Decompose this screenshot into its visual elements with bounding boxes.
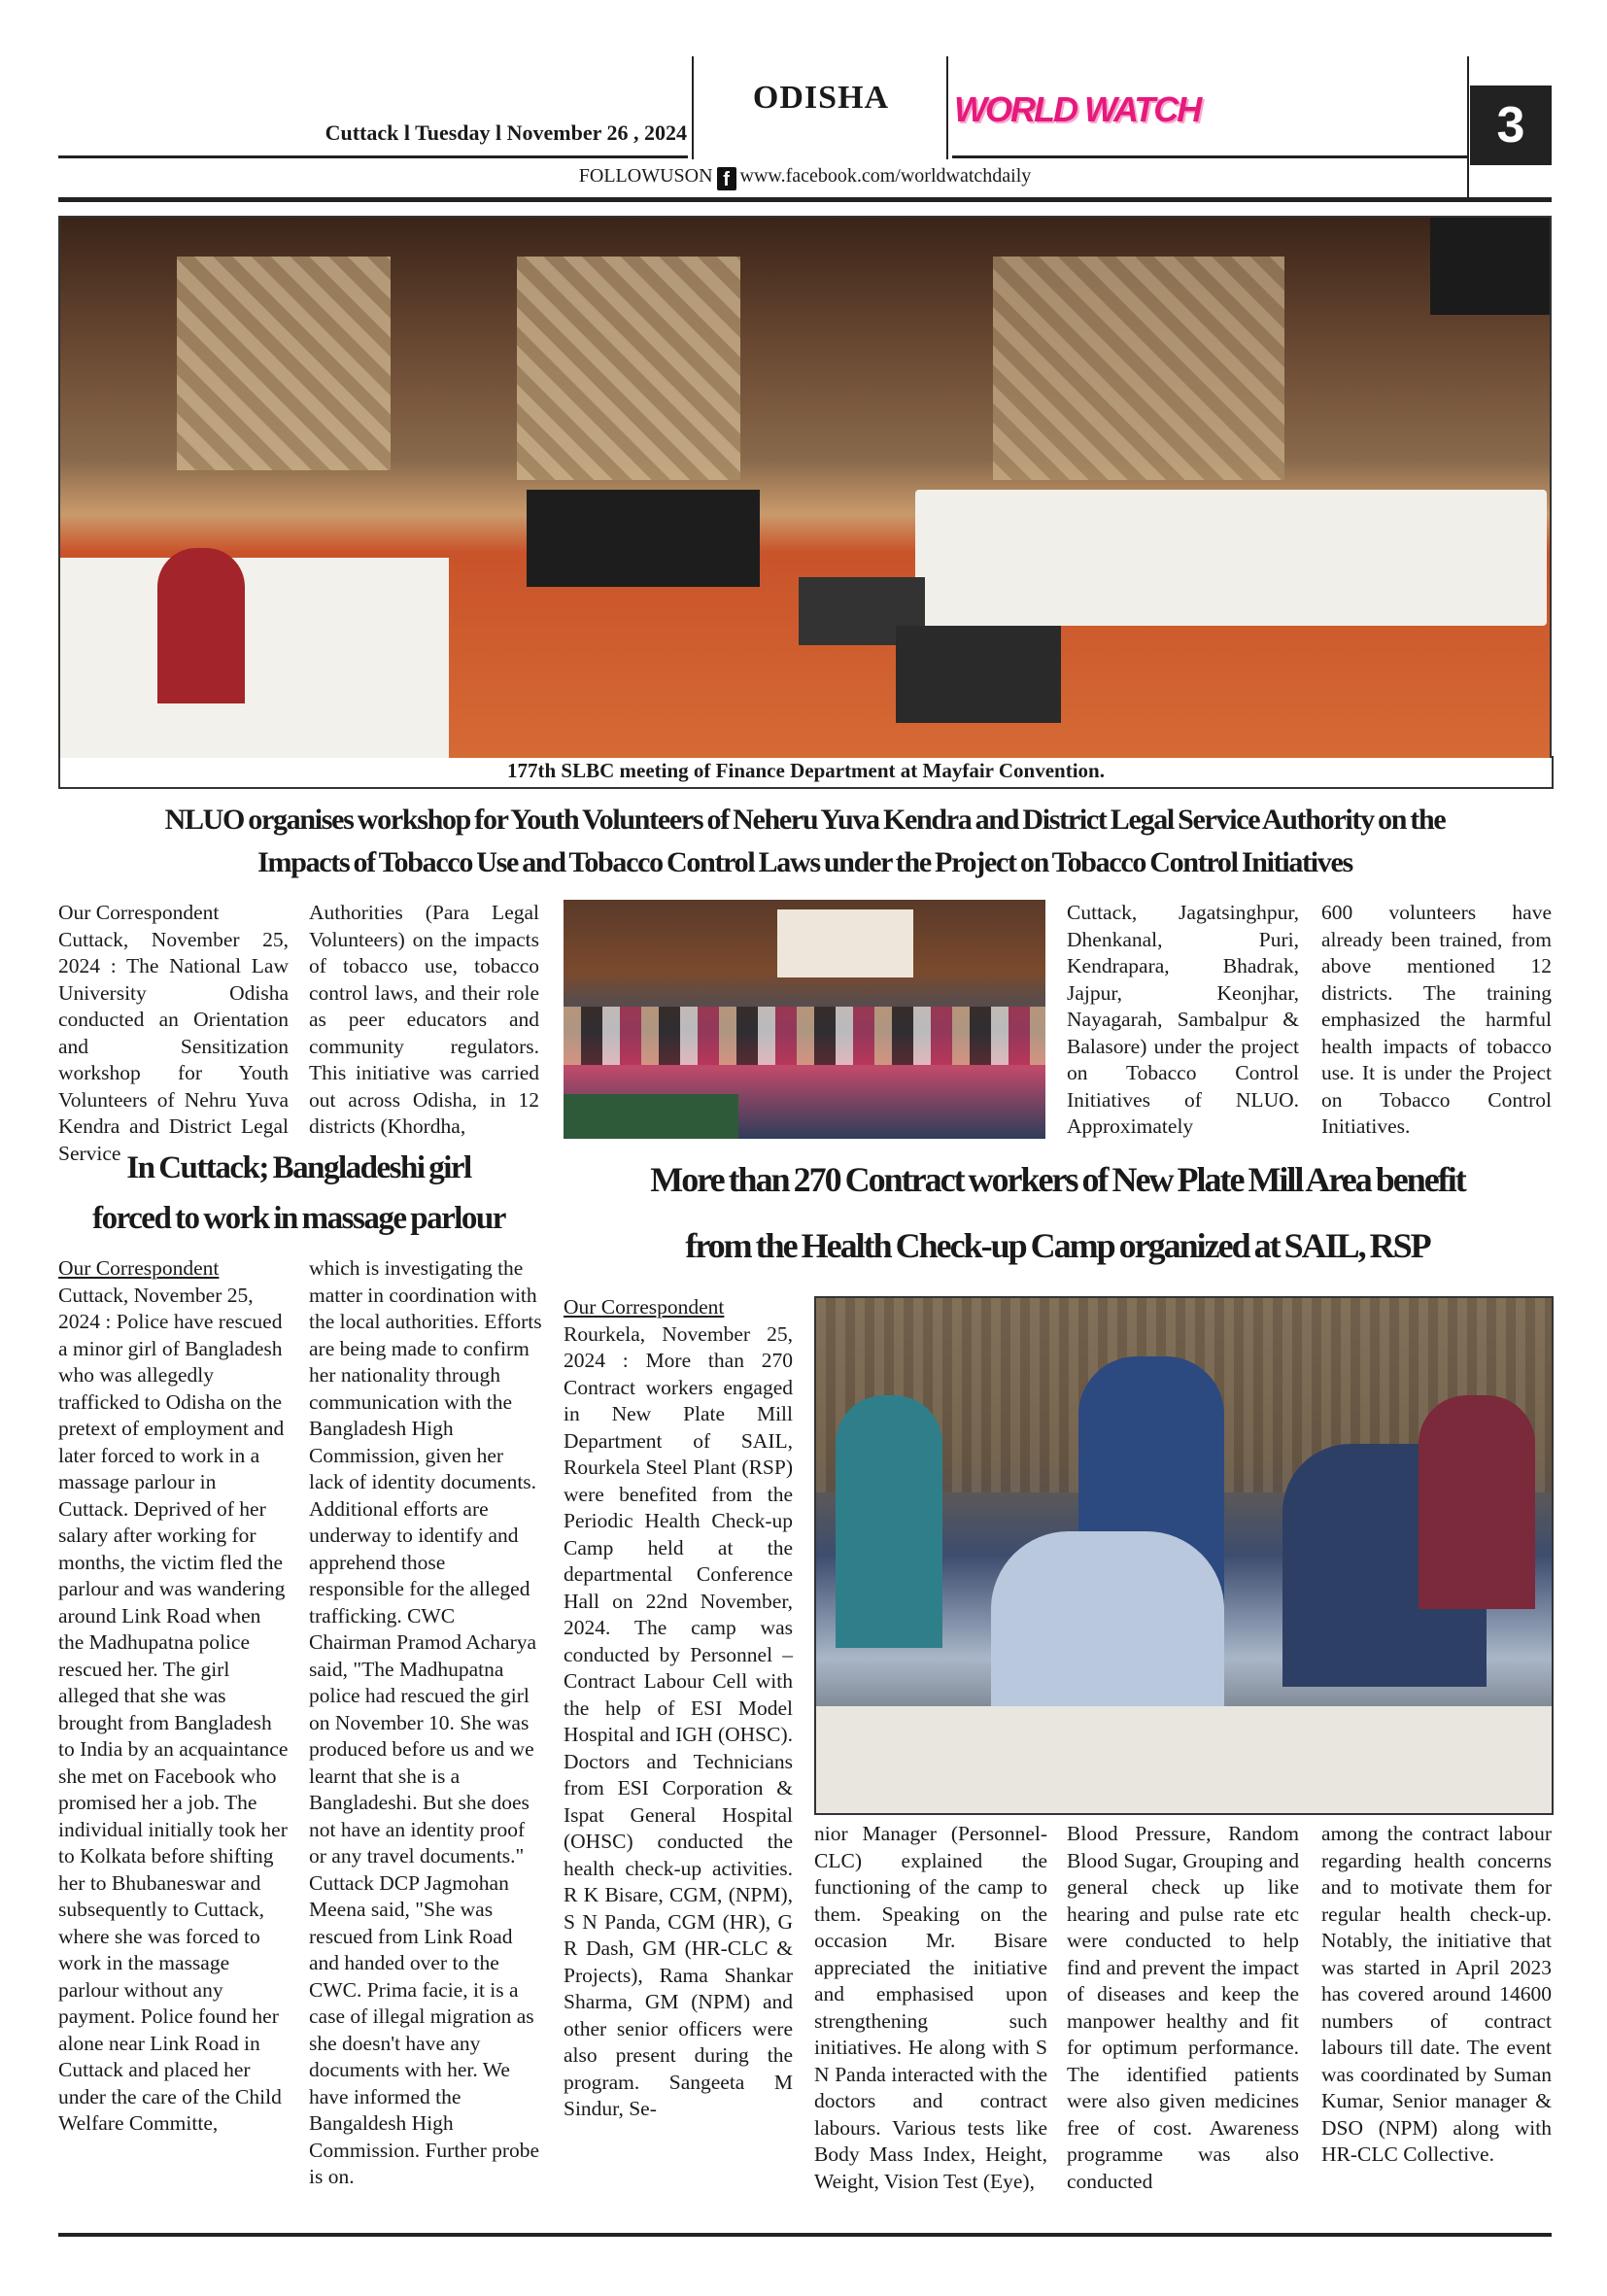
byline: Our Correspondent	[564, 1295, 725, 1319]
article-text: Rourkela, November 25, 2024 : More than 270 Contract workers engaged in New Plate Mill Department of SAIL, Rourkela Steel Plant (RSP) were benefited from the Periodic Health Check-up Camp held at the departmental Conference Hall on 22nd November, 2024. The camp was conducted by Personnel –Contract Labour Cell with the help of ESI Model Hospital and IGH (OHSC). Doctors and Technicians from ESI Corporation & Ispat General Hospital (OHSC) conducted the health check-up activities. R K Bisare, CGM, (NPM), S N Panda, CGM (HR), G R Dash, GM (HR-CLC & Projects), Rama Shankar Sharma, GM (NPM) and other senior officers were also present during the program. Sangeeta M Sindur, Se-	[564, 1321, 793, 2120]
headline-line: from the Health Check-up Camp organized at SAIL, RSP	[685, 1226, 1430, 1265]
world-watch-logo: WORLD WATCH	[954, 89, 1201, 129]
attendee	[1419, 1395, 1535, 1609]
divider	[952, 155, 1467, 158]
article-text: Cuttack, November 25, 2024 : Police have rescued a minor girl of Bangladesh who was allegedly trafficked to Odisha on the pretext of employment and later forced to work in a massage parlour in Cuttack. Deprived of her salary after working for months, the victim fled the parlour and was wandering around Link Road when the Madhupatna police rescued her. The girl alleged that she was brought from Bangladesh to India by an acquaintance she met on Facebook who promised her a job. The individual initially took her to Kolkata before shifting her to Bhubaneswar and subsequently to Cuttack, where she was forced to work in the massage parlour without any payment. Police found her alone near Link Road in Cuttack and placed her under the care of the Child Welfare Committe,	[58, 1283, 289, 2135]
headline-line: NLUO organises workshop for Youth Volunteers of Neheru Yuva Kendra and District Legal Service Authority on the	[164, 804, 1446, 836]
conference-table	[915, 490, 1547, 626]
dateline: Cuttack l Tuesday l November 26 , 2024	[325, 120, 687, 145]
wall-panel	[517, 257, 740, 480]
attendee	[157, 548, 245, 703]
wall-panel	[177, 257, 391, 470]
bangladesh-col-1	[58, 1255, 289, 2138]
slbc-meeting-photo	[58, 216, 1552, 758]
byline: Our Correspondent	[58, 901, 220, 924]
sail-col-1	[564, 1294, 793, 2123]
tobacco-col-3: Cuttack, Jagatsinghpur, Dhenkanal, Puri, Kendrapara, Bhadrak, Jajpur, Keonjhar, Nayagarah, Sambalpur & Balasore) under the project on Tobacco Control Initiatives of NLUO. Approximately	[1067, 901, 1299, 1138]
article-text: Cuttack, November 25, 2024 : The National Law University Odisha conducted an Orientation and Sensitization workshop for Youth Volunteers of Nehru Yuva Kendra and District Legal Service	[58, 927, 289, 1165]
bangladesh-col-2: which is investigating the matter in coordination with the local authorities. Efforts are being made to confirm her nationality through communication with the Bangladesh High Commission, given her lack of identity documents. Additional efforts are underway to identify and apprehend those responsible for the alleged trafficking. CWC Chairman Pramod Acharya said, "The Madhupatna police had rescued the girl on November 10. She was produced before us and we learnt that she is a Bangladeshi. But she does not have an identity proof or any travel documents." Cuttack DCP Jagmohan Meena said, "She was rescued from Link Road and handed over to the CWC. Prima facie, it is a case of illegal migration as she doesn't have any documents with her. We have informed the Bangaldesh High Commission. Further probe is on.	[309, 1256, 542, 2188]
headline-line: Impacts of Tobacco Use and Tobacco Control Laws under the Project on Tobacco Control Initiatives	[257, 846, 1352, 878]
sail-col-2: nior Manager (Personnel-CLC) explained the functioning of the camp to them. Speaking on the occasion Mr. Bisare appreciated the initiative and emphasised upon strengthening such initiatives. He along with S N Panda interacted with the doctors and contract labours. Various tests like Body Mass Index, Height, Weight, Vision Test (Eye),	[814, 1822, 1047, 2193]
byline: Our Correspondent	[58, 1256, 220, 1280]
sail-col-3: Blood Pressure, Random Blood Sugar, Grouping and general check up like hearing and pulse rate etc were conducted to help find and prevent the impact of diseases and keep the manpower healthy and fit for optimum performance. The identified patients were also given medicines free of cost. Awareness programme was also conducted	[1067, 1822, 1299, 2193]
table	[816, 1706, 1552, 1813]
divider	[946, 56, 948, 159]
av-desk	[527, 490, 760, 587]
bangladesh-headline	[58, 1143, 539, 1244]
headline-line: In Cuttack; Bangladeshi girl	[126, 1150, 471, 1185]
photo-caption: 177th SLBC meeting of Finance Department at Mayfair Convention.	[58, 756, 1554, 789]
wall-panel	[993, 257, 1284, 480]
section-title: ODISHA	[752, 80, 890, 116]
banner	[777, 909, 913, 977]
attendee	[836, 1395, 942, 1648]
tobacco-col-2: Authorities (Para Legal Volunteers) on the impacts of tobacco use, tobacco control laws, and their role as peer educators and community regulators. This initiative was carried out across Odisha, in 12 districts (Khordha,	[309, 901, 539, 1138]
screen	[1430, 218, 1550, 315]
attendee	[564, 1094, 738, 1139]
facebook-link[interactable]: www.facebook.com/worldwatchdaily	[739, 165, 1032, 187]
follow-label: FOLLOWUSON	[578, 165, 713, 187]
tobacco-col-1	[58, 900, 289, 1167]
sail-col-4: among the contract labour regarding health concerns and to motivate them for regular health check-up. Notably, the initiative that was started in April 2023 has covered around 14600 numbers of contract labours till date. The event was coordinated by Suman Kumar, Senior manager & DSO (NPM) along with HR-CLC Collective.	[1321, 1822, 1552, 2166]
divider	[692, 56, 694, 159]
tobacco-headline	[58, 799, 1552, 884]
monitor	[896, 626, 1061, 723]
bottom-rule	[58, 2233, 1552, 2237]
page-number: 3	[1470, 86, 1552, 165]
health-camp-photo	[814, 1296, 1554, 1815]
follow-us-line	[58, 165, 1552, 190]
masthead-rule	[58, 197, 1552, 202]
facebook-icon: f	[717, 167, 736, 190]
group-of-people	[564, 1007, 1045, 1065]
divider	[58, 155, 688, 158]
tobacco-col-4: 600 volunteers have already been trained, from above mentioned 12 districts. The training emphasized the harmful health impacts of tobacco use. It is under the Project on Tobacco Control Initiatives.	[1321, 901, 1552, 1138]
patient	[991, 1531, 1224, 1706]
headline-line: More than 270 Contract workers of New Plate Mill Area benefit	[650, 1160, 1465, 1199]
headline-line: forced to work in massage parlour	[92, 1201, 505, 1236]
workshop-group-photo	[564, 900, 1045, 1139]
sail-headline	[564, 1147, 1552, 1279]
conference-table	[60, 558, 449, 758]
